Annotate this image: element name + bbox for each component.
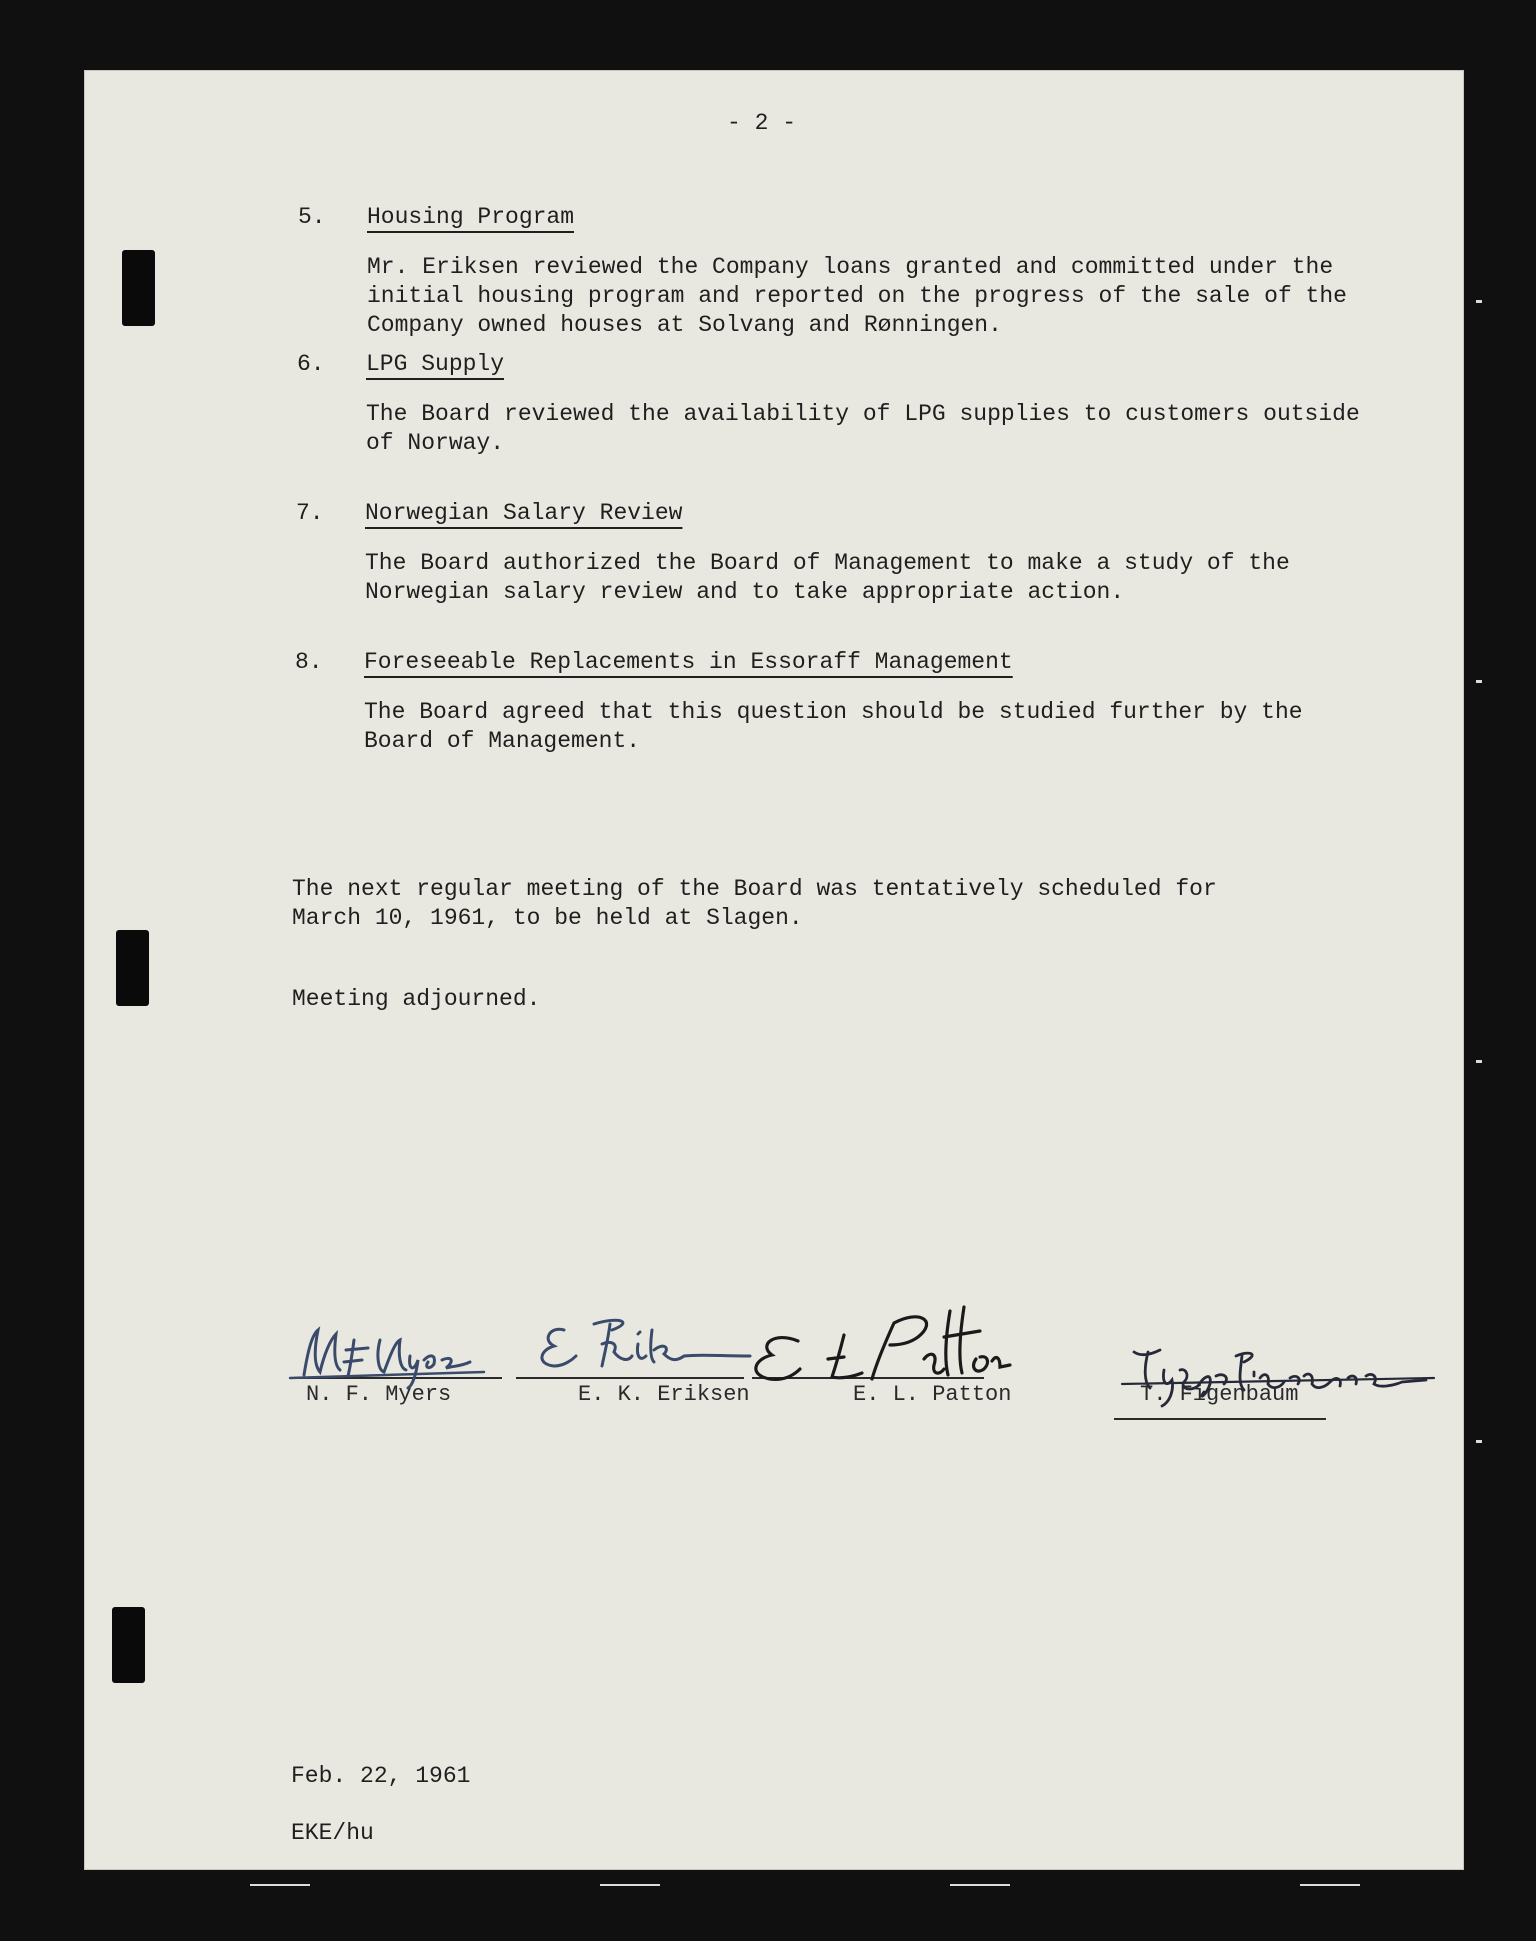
- punch-hole-bottom: [112, 1607, 145, 1683]
- item-6-number: 6.: [297, 351, 325, 377]
- typist-initials: EKE/hu: [291, 1820, 374, 1846]
- signature-myers: [284, 1310, 514, 1390]
- item-6-line-1: The Board reviewed the availability of LPG supplies to customers outside: [366, 401, 1360, 427]
- signatory-name-myers: N. F. Myers: [306, 1382, 452, 1407]
- punch-hole-top: [122, 250, 155, 326]
- item-6-line-2: of Norway.: [366, 430, 505, 456]
- edge-mark: [600, 1884, 660, 1886]
- document-date: Feb. 22, 1961: [291, 1763, 471, 1789]
- edge-mark: [950, 1884, 1010, 1886]
- signature-figenbaum: [1104, 1332, 1444, 1412]
- item-6-heading: LPG Supply: [366, 351, 505, 377]
- edge-mark: [250, 1884, 310, 1886]
- signature-line-figenbaum: [1114, 1418, 1326, 1420]
- item-8-heading: Foreseeable Replacements in Essoraff Management: [364, 649, 1013, 675]
- item-8-line-1: The Board agreed that this question should be studied further by the: [364, 699, 1303, 725]
- edge-mark: [1476, 1060, 1482, 1063]
- punch-hole-middle: [116, 930, 149, 1006]
- item-5-heading: Housing Program: [367, 204, 575, 230]
- item-5-line-1: Mr. Eriksen reviewed the Company loans granted and committed under the: [367, 254, 1334, 280]
- item-7-number: 7.: [296, 500, 324, 526]
- item-7-line-1: The Board authorized the Board of Management to make a study of the: [365, 550, 1290, 576]
- item-5-number: 5.: [298, 204, 326, 230]
- edge-mark: [1300, 1884, 1360, 1886]
- edge-mark: [1476, 1440, 1482, 1443]
- page-number: - 2 -: [727, 110, 797, 136]
- edge-mark: [1476, 680, 1482, 683]
- item-8-number: 8.: [295, 649, 323, 675]
- item-8-line-2: Board of Management.: [364, 728, 641, 754]
- edge-mark: [1476, 300, 1482, 303]
- signatory-name-eriksen: E. K. Eriksen: [578, 1382, 750, 1407]
- next-meeting-line-1: The next regular meeting of the Board was tentatively scheduled for: [292, 876, 1217, 902]
- adjourned-text: Meeting adjourned.: [292, 986, 541, 1012]
- item-7-heading: Norwegian Salary Review: [365, 500, 683, 526]
- item-5-line-3: Company owned houses at Solvang and Rønningen.: [367, 312, 1002, 338]
- item-5-line-2: initial housing program and reported on the progress of the sale of the: [367, 283, 1347, 309]
- next-meeting-line-2: March 10, 1961, to be held at Slagen.: [292, 905, 803, 931]
- signatory-name-patton: E. L. Patton: [853, 1382, 1012, 1407]
- item-7-line-2: Norwegian salary review and to take appropriate action.: [365, 579, 1125, 605]
- signature-eriksen: [524, 1300, 764, 1380]
- document-page: [84, 70, 1464, 1870]
- signature-patton: [744, 1275, 1014, 1390]
- signatory-name-figenbaum: T. Figenbaum: [1140, 1382, 1299, 1407]
